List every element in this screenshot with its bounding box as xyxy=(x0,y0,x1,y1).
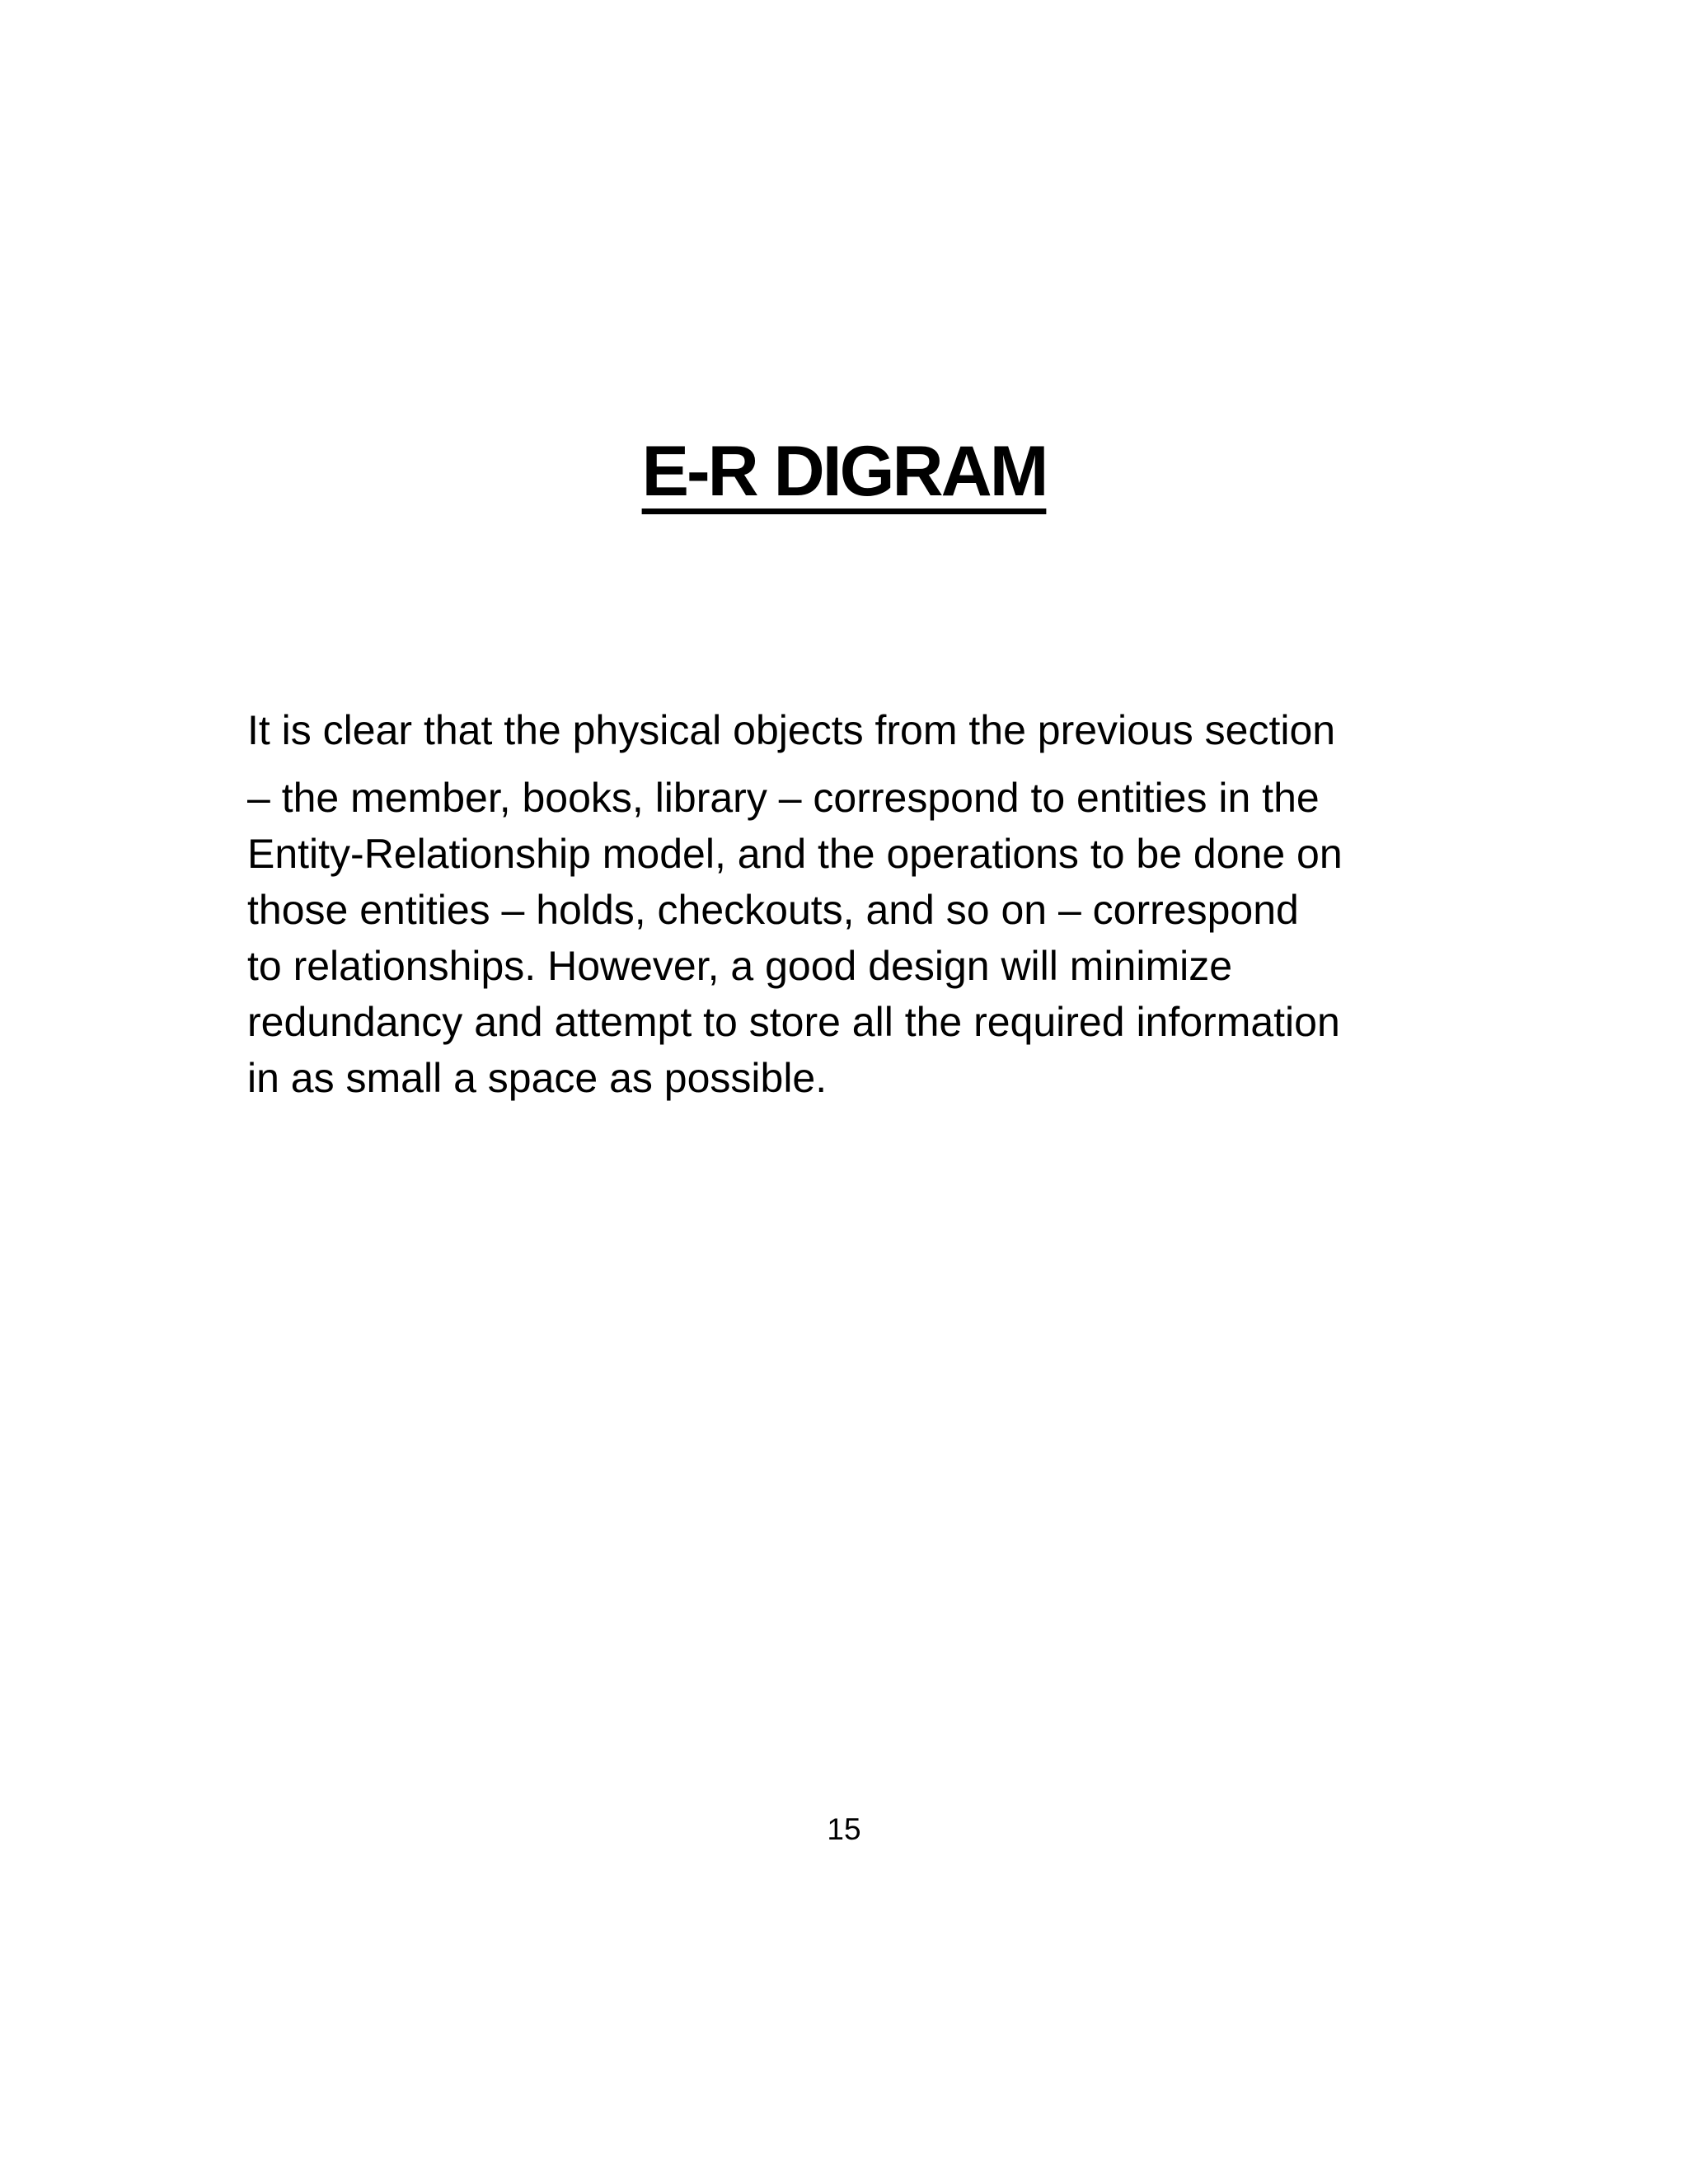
paragraph-line: to relationships. However, a good design will minimize xyxy=(247,943,1233,989)
page-number: 15 xyxy=(827,1812,861,1846)
paragraph-line: in as small a space as possible. xyxy=(247,1055,828,1101)
paragraph-line: redundancy and attempt to store all the required information xyxy=(247,999,1340,1045)
body-paragraph xyxy=(247,702,1451,1106)
paragraph-line: those entities – holds, checkouts, and so on – correspond xyxy=(247,887,1299,933)
paragraph-line: It is clear that the physical objects from the previous section xyxy=(247,707,1336,753)
paragraph-line: – the member, books, library – correspond to entities in the xyxy=(247,775,1320,821)
page-title xyxy=(0,430,1688,513)
page-title-text: E-R DIGRAM xyxy=(641,432,1047,511)
paragraph-line: Entity-Relationship model, and the operations to be done on xyxy=(247,831,1343,877)
